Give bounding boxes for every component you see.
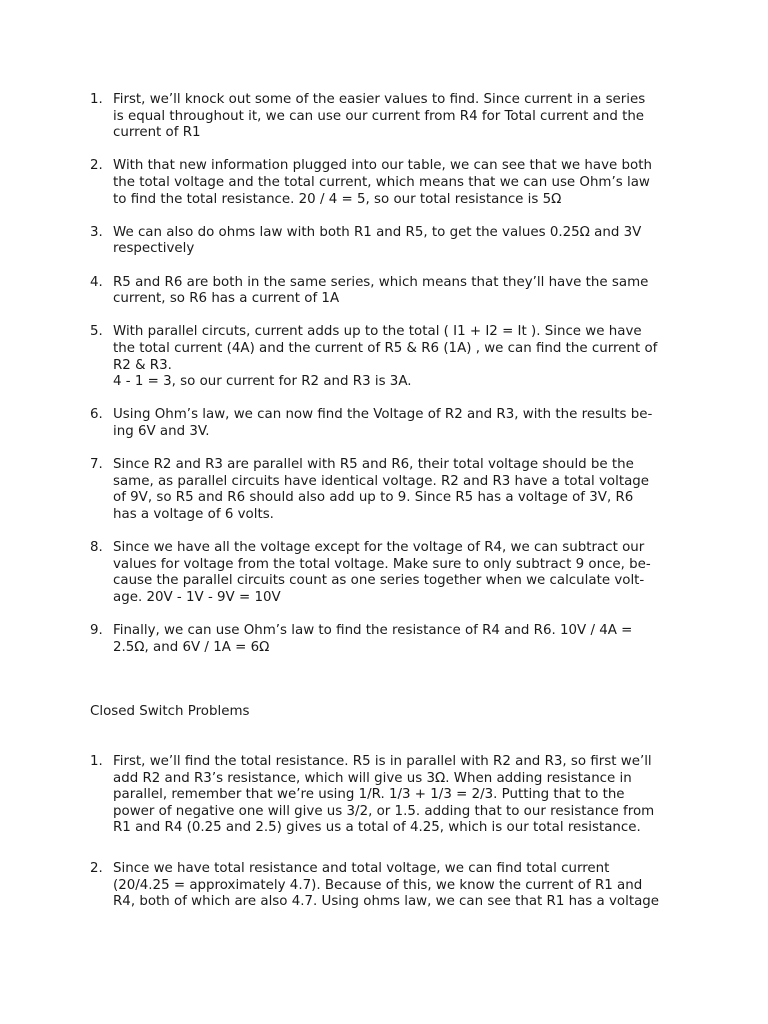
text-line: add R2 and R3’s resistance, which will give us 3Ω. When adding resistance in xyxy=(113,770,632,786)
text-line: R2 & R3. xyxy=(113,357,172,373)
list-item xyxy=(90,540,690,606)
text-line: current, so R6 has a current of 1A xyxy=(113,291,340,307)
text-line: 2.5Ω, and 6V / 1A = 6Ω xyxy=(113,639,270,655)
text-line: (20/4.25 = approximately 4.7). Because of this, we know the current of R1 and xyxy=(113,877,643,893)
list-item xyxy=(90,275,690,308)
list-number: 6. xyxy=(90,407,103,423)
list-number: 8. xyxy=(90,540,103,556)
list-item xyxy=(90,158,690,208)
text-line: age. 20V - 1V - 9V = 10V xyxy=(113,589,281,605)
list-number: 5. xyxy=(90,324,103,340)
list-number: 4. xyxy=(90,274,103,290)
list-item xyxy=(90,861,690,911)
text-line: R5 and R6 are both in the same series, which means that they’ll have the same xyxy=(113,274,649,290)
list-number: 1. xyxy=(90,92,103,107)
text-line: ing 6V and 3V. xyxy=(113,423,210,439)
list-item xyxy=(90,623,690,656)
list-number: 3. xyxy=(90,224,103,240)
text-line: Using Ohm’s law, we can now find the Voltage of R2 and R3, with the results be- xyxy=(113,407,653,423)
text-line: current of R1 xyxy=(113,125,201,141)
text-line: Finally, we can use Ohm’s law to find the resistance of R4 and R6. 10V / 4A = xyxy=(113,623,633,638)
text-line: to find the total resistance. 20 / 4 = 5, so our total resistance is 5Ω xyxy=(113,191,562,207)
text-line: First, we’ll knock out some of the easier values to find. Since current in a series xyxy=(113,92,646,107)
text-line: Since we have total resistance and total voltage, we can find total current xyxy=(113,860,610,876)
text-line: of 9V, so R5 and R6 should also add up to 9. Since R5 has a voltage of 3V, R6 xyxy=(113,490,634,506)
list-item xyxy=(90,324,690,390)
text-line: R1 and R4 (0.25 and 2.5) gives us a total of 4.25, which is our total resistance. xyxy=(113,820,641,836)
text-line: same, as parallel circuits have identical voltage. R2 and R3 have a total voltage xyxy=(113,473,650,489)
text-line: is equal throughout it, we can use our current from R4 for Total current and the xyxy=(113,108,645,124)
list-item xyxy=(90,407,690,440)
section-heading: Closed Switch Problems xyxy=(90,704,250,719)
text-line: cause the parallel circuits count as one series together when we calculate volt- xyxy=(113,573,645,589)
text-line: the total voltage and the total current, which means that we can use Ohm’s law xyxy=(113,174,650,190)
text-line: With parallel circuts, current adds up to the total ( I1 + I2 = It ). Since we have xyxy=(113,324,642,340)
text-line: R4, both of which are also 4.7. Using ohms law, we can see that R1 has a voltage xyxy=(113,894,660,910)
text-line: has a voltage of 6 volts. xyxy=(113,506,274,522)
list-item xyxy=(90,225,690,258)
list-number: 2. xyxy=(90,860,103,876)
text-line: respectively xyxy=(113,241,195,257)
list-number: 7. xyxy=(90,457,103,473)
list-item xyxy=(90,754,690,837)
text-line: values for voltage from the total voltage. Make sure to only subtract 9 once, be- xyxy=(113,556,651,572)
text-line: First, we’ll find the total resistance. R5 is in parallel with R2 and R3, so first we’ll xyxy=(113,754,652,769)
list-item xyxy=(90,457,690,523)
closed-switch-steps-list xyxy=(90,754,690,927)
list-number: 1. xyxy=(90,754,103,769)
text-line: parallel, remember that we’re using 1/R. 1/3 + 1/3 = 2/3. Putting that to the xyxy=(113,787,625,803)
text-line: We can also do ohms law with both R1 and R5, to get the values 0.25Ω and 3V xyxy=(113,224,642,240)
text-line: the total current (4A) and the current of R5 & R6 (1A) , we can find the current of xyxy=(113,340,658,356)
text-line: Since R2 and R3 are parallel with R5 and R6, their total voltage should be the xyxy=(113,457,634,473)
open-switch-steps-list xyxy=(90,92,690,673)
text-line: With that new information plugged into our table, we can see that we have both xyxy=(113,158,652,174)
text-line: 4 - 1 = 3, so our current for R2 and R3 is 3A. xyxy=(113,374,412,390)
text-line: power of negative one will give us 3/2, or 1.5. adding that to our resistance from xyxy=(113,803,655,819)
list-number: 2. xyxy=(90,158,103,174)
list-item xyxy=(90,92,690,142)
list-number: 9. xyxy=(90,623,103,638)
text-line: Since we have all the voltage except for the voltage of R4, we can subtract our xyxy=(113,540,645,556)
